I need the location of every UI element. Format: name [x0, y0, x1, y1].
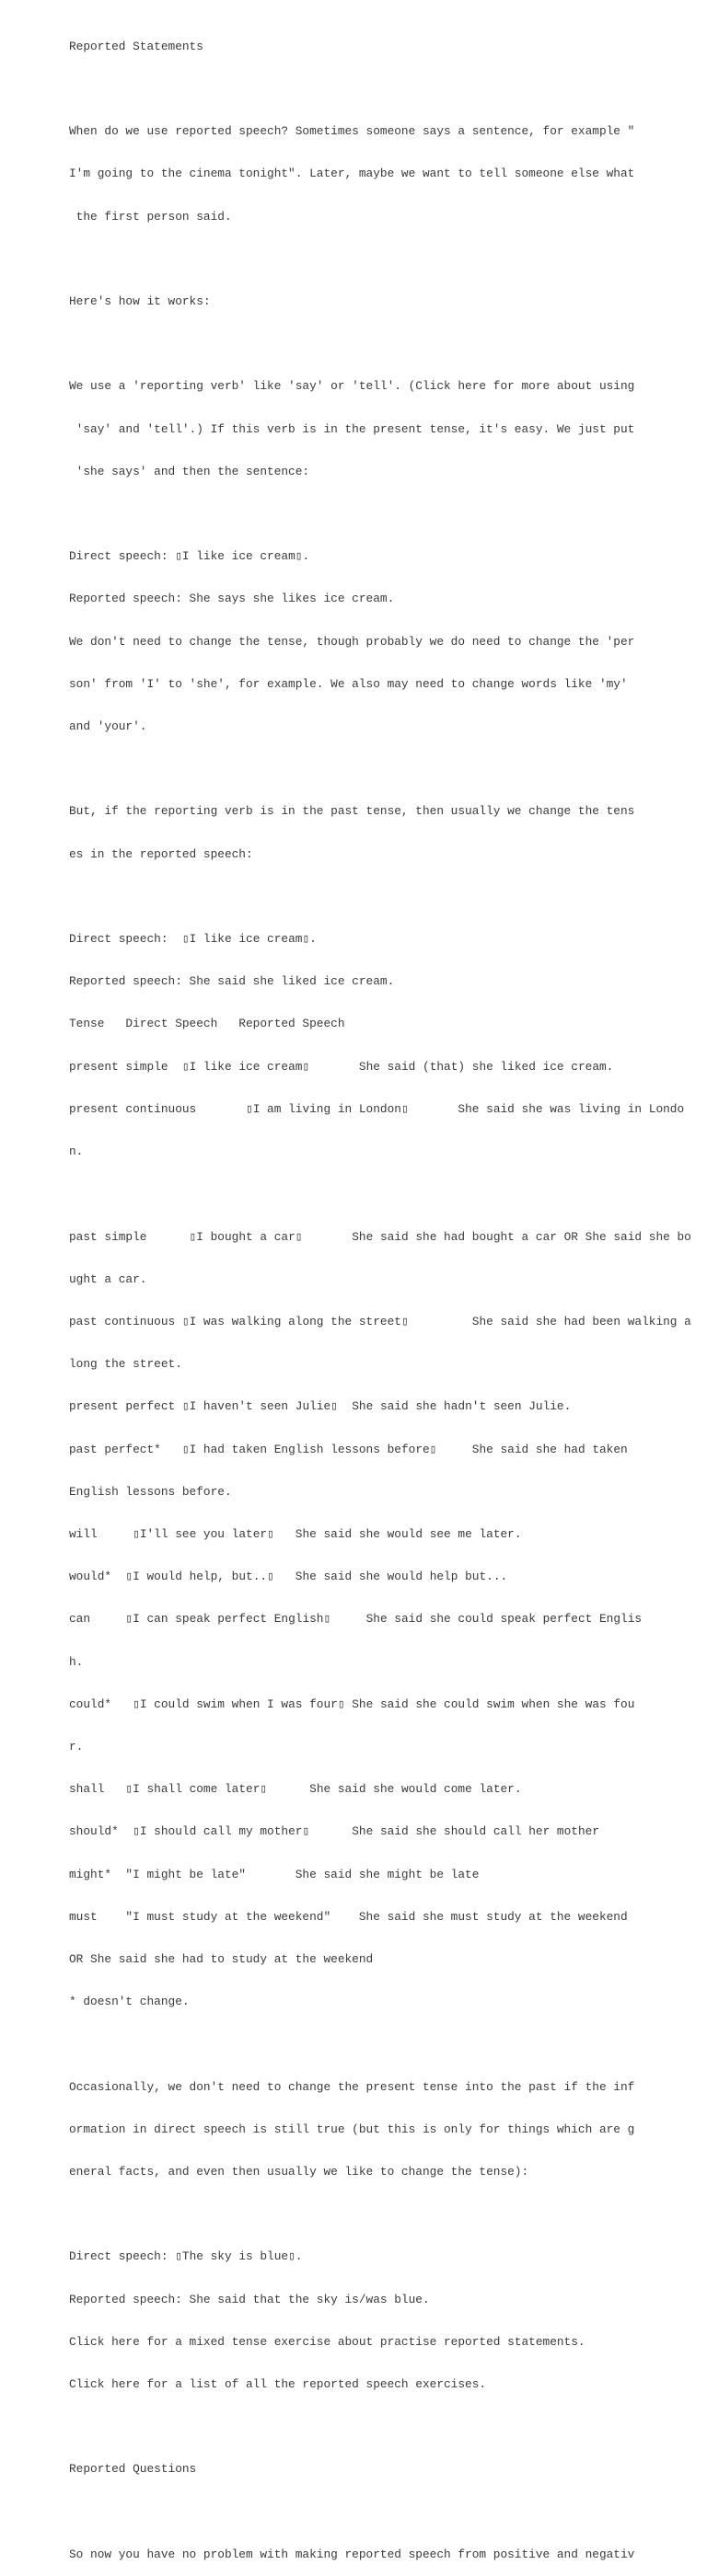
- tense-table-row: past continuous ▯I was walking along the street▯ She said she had been walking a: [69, 1314, 691, 1328]
- text-line: ormation in direct speech is still true (but this is only for things which are g: [69, 2122, 635, 2136]
- tense-table-row: n.: [69, 1144, 84, 1159]
- tense-table-row: h.: [69, 1654, 84, 1669]
- blank-line: [69, 2207, 695, 2221]
- text-line: Here's how it works:: [69, 294, 211, 309]
- blank-line: [69, 2037, 695, 2051]
- text-line: Direct speech: ▯The sky is blue▯.: [69, 2249, 303, 2264]
- tense-table-row: long the street.: [69, 1357, 182, 1372]
- exercise-list-link-text: Click here for a list of all the reported speech exercises.: [69, 2376, 487, 2391]
- blank-line: [69, 507, 695, 521]
- tense-table-row: must "I must study at the weekend" She said she must study at the weekend: [69, 1909, 628, 1924]
- tense-table-row: past perfect* ▯I had taken English lessons before▯ She said she had taken: [69, 1442, 628, 1456]
- tense-table-row: can ▯I can speak perfect English▯ She said she could speak perfect Englis: [69, 1612, 643, 1627]
- text-line: I'm going to the cinema tonight". Later, maybe we want to tell someone else what: [69, 167, 635, 181]
- text-line: Reported speech: She said that the sky is/was blue.: [69, 2292, 430, 2306]
- blank-line: [69, 2420, 695, 2433]
- exercise-link-text: Click here for a mixed tense exercise about practise reported statements.: [69, 2334, 585, 2349]
- tense-table-row: would* ▯I would help, but..▯ She said she would help but...: [69, 1570, 508, 1584]
- tense-table-row: English lessons before.: [69, 1484, 232, 1499]
- blank-line: [69, 762, 695, 776]
- tense-table-row: should* ▯I should call my mother▯ She said she should call her mother: [69, 1824, 600, 1839]
- text-line: Direct speech: ▯I like ice cream▯.: [69, 932, 317, 947]
- tense-table-row: ught a car.: [69, 1271, 147, 1286]
- text-line: son' from 'I' to 'she', for example. We also may need to change words like 'my': [69, 676, 628, 691]
- text-line: So now you have no problem with making reported speech from positive and negativ: [69, 2547, 635, 2561]
- tense-table-row: present perfect ▯I haven't seen Julie▯ She said she hadn't seen Julie.: [69, 1399, 572, 1414]
- text-line: Reported speech: She said she liked ice cream.: [69, 974, 395, 989]
- tense-table-row: present continuous ▯I am living in London▯ She said she was living in Londo: [69, 1101, 685, 1116]
- text-line: the first person said.: [69, 209, 232, 224]
- text-line: Occasionally, we don't need to change the present tense into the past if the inf: [69, 2079, 635, 2094]
- blank-line: [69, 2505, 695, 2519]
- footnote: * doesn't change.: [69, 1995, 190, 2009]
- tense-table-row: OR She said she had to study at the weekend: [69, 1951, 374, 1966]
- blank-line: [69, 82, 695, 96]
- text-line: Reported speech: She says she likes ice cream.: [69, 592, 395, 606]
- tense-table-row: present simple ▯I like ice cream▯ She said (that) she liked ice cream.: [69, 1059, 614, 1074]
- text-line: Direct speech: ▯I like ice cream▯.: [69, 549, 310, 564]
- tense-table-row: might* "I might be late" She said she might be late: [69, 1867, 480, 1881]
- tense-table-row: could* ▯I could swim when I was four▯ She said she could swim when she was fou: [69, 1696, 635, 1711]
- tense-table-row: r.: [69, 1739, 84, 1754]
- tense-table-row: past simple ▯I bought a car▯ She said she had bought a car OR She said she bo: [69, 1229, 691, 1244]
- tense-table-header: Tense Direct Speech Reported Speech: [69, 1017, 345, 1031]
- tense-table-row: will ▯I'll see you later▯ She said she would see me later.: [69, 1526, 522, 1541]
- blank-line: [69, 337, 695, 351]
- blank-line: [69, 252, 695, 266]
- blank-line: [69, 1187, 695, 1201]
- section-heading: Reported Questions: [69, 2462, 197, 2477]
- text-line: But, if the reporting verb is in the past tense, then usually we change the tens: [69, 804, 635, 819]
- text-line: eneral facts, and even then usually we like to change the tense):: [69, 2164, 529, 2179]
- text-line: We use a 'reporting verb' like 'say' or 'tell'. (Click here for more about using: [69, 379, 635, 394]
- text-line: 'say' and 'tell'.) If this verb is in the present tense, it's easy. We just put: [69, 421, 635, 436]
- text-line: We don't need to change the tense, though probably we do need to change the 'per: [69, 634, 635, 649]
- blank-line: [69, 890, 695, 903]
- text-line: 'she says' and then the sentence:: [69, 464, 310, 478]
- document-body: [69, 11, 695, 2576]
- text-line: es in the reported speech:: [69, 846, 253, 861]
- text-line: and 'your'.: [69, 719, 147, 734]
- tense-table-row: shall ▯I shall come later▯ She said she would come later.: [69, 1782, 522, 1797]
- document-title: Reported Statements: [69, 39, 203, 53]
- text-line: When do we use reported speech? Sometimes someone says a sentence, for example ": [69, 124, 635, 139]
